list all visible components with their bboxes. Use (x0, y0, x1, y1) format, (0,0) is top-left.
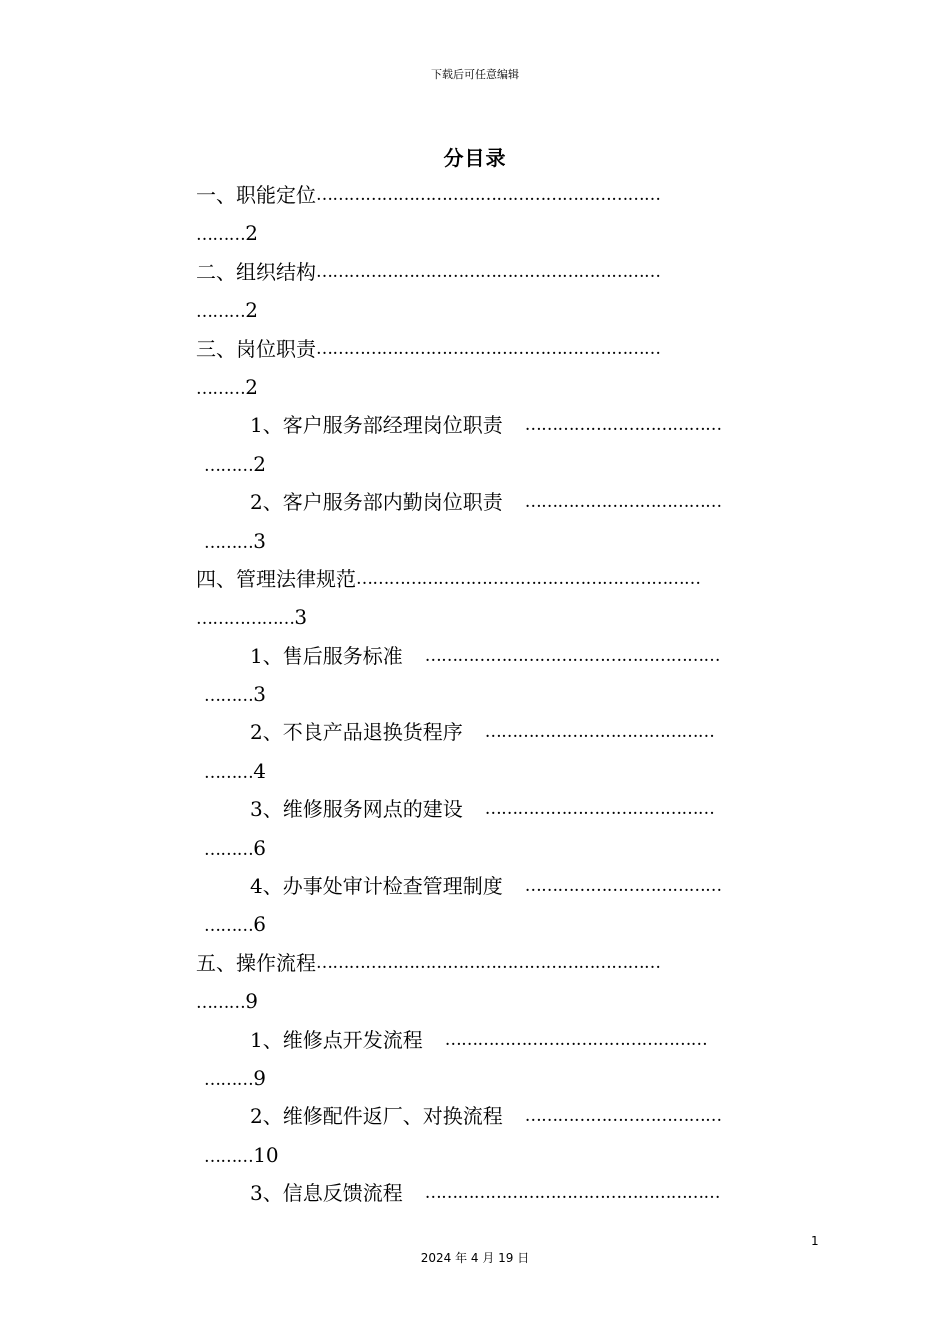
toc-entry-label: 1、维修点开发流程 (250, 1027, 423, 1052)
toc-leader-dots: ……… (196, 302, 246, 323)
toc-entry-line (196, 944, 816, 982)
toc-entry[interactable] (196, 176, 816, 253)
toc-leader-dots: ……………… (196, 609, 295, 630)
toc-entry-line (196, 1021, 816, 1059)
toc-leader-dots: ……… (196, 378, 246, 399)
toc-leader-dots: ……………………………………………………… (316, 185, 661, 205)
toc-leader-dots: ……………………………………………………… (316, 952, 661, 973)
toc-entry-continuation (196, 829, 816, 867)
toc-entry[interactable] (196, 713, 816, 790)
toc-entry[interactable] (196, 1174, 816, 1212)
toc-leader-dots: ……………………………………………………… (316, 338, 661, 359)
toc-entry-continuation (196, 598, 816, 636)
table-of-contents (196, 176, 816, 1213)
page-number: 1 (811, 1234, 819, 1248)
toc-entry-line (196, 483, 816, 521)
toc-leader-dots: …………………………………… (484, 722, 715, 743)
toc-entry[interactable] (196, 790, 816, 867)
toc-entry[interactable] (196, 867, 816, 944)
toc-leader-dots: …………………………………… (484, 799, 715, 820)
toc-entry[interactable] (196, 944, 816, 1021)
toc-entry-label: 3、信息反馈流程 (250, 1181, 403, 1206)
toc-entry[interactable] (196, 253, 816, 330)
toc-entry-line (196, 867, 816, 905)
toc-leader-dots: ……… (204, 762, 254, 783)
toc-entry[interactable] (196, 330, 816, 407)
toc-page-number: 2 (253, 451, 266, 476)
toc-entry-label: 4、办事处审计检查管理制度 (250, 874, 503, 899)
toc-entry-label: 一、职能定位 (196, 183, 316, 207)
toc-entry-continuation (196, 675, 816, 713)
toc-page-number: 10 (253, 1142, 279, 1167)
toc-entry-line (196, 406, 816, 444)
toc-leader-dots: ……… (204, 839, 254, 860)
toc-page-number: 3 (253, 528, 266, 553)
toc-entry-label: 二、组织结构 (196, 259, 316, 284)
toc-leader-dots: ……… (204, 455, 254, 476)
toc-entry[interactable] (196, 1097, 816, 1174)
toc-entry-continuation (196, 214, 816, 252)
toc-entry-label: 三、岗位职责 (196, 336, 316, 361)
toc-entry-label: 2、不良产品退换货程序 (250, 720, 463, 745)
toc-entry-continuation (196, 445, 816, 483)
toc-page-number: 2 (245, 221, 258, 246)
toc-leader-dots: ……… (204, 916, 254, 937)
toc-entry-line (196, 713, 816, 751)
toc-page-number: 6 (253, 835, 266, 860)
toc-leader-dots: ……………………………………………………… (316, 261, 661, 282)
toc-entry-continuation (196, 522, 816, 560)
toc-entry-label: 2、客户服务部内勤岗位职责 (250, 490, 503, 515)
toc-entry-continuation (196, 752, 816, 790)
toc-leader-dots: ……… (196, 993, 246, 1014)
toc-entry-label: 四、管理法律规范 (196, 566, 356, 591)
toc-title: 分目录 (443, 146, 507, 170)
toc-page-number: 2 (245, 374, 258, 399)
page-footer-date: 2024 年 4 月 19 日 (420, 1251, 530, 1265)
page-header: 下载后可任意编辑 (431, 68, 519, 81)
toc-entry[interactable] (196, 406, 816, 483)
toc-page-number: 6 (253, 912, 266, 937)
toc-entry[interactable] (196, 483, 816, 560)
toc-entry-continuation (196, 905, 816, 943)
toc-entry-label: 1、客户服务部经理岗位职责 (250, 413, 503, 438)
toc-page-number: 4 (253, 758, 266, 783)
toc-leader-dots: ……………………………………………… (424, 1183, 720, 1204)
toc-leader-dots: ……………………………… (524, 415, 722, 436)
toc-entry-label: 3、维修服务网点的建设 (250, 797, 463, 822)
toc-leader-dots: ……… (204, 532, 254, 553)
toc-leader-dots: ……… (196, 225, 246, 246)
toc-entry-continuation (196, 368, 816, 406)
toc-entry[interactable] (196, 637, 816, 714)
toc-entry-continuation (196, 1136, 816, 1174)
toc-entry-label: 1、售后服务标准 (250, 643, 403, 668)
toc-page-number: 9 (253, 1065, 266, 1090)
toc-entry-line (196, 637, 816, 675)
toc-entry[interactable] (196, 560, 816, 637)
toc-leader-dots: ………………………………………… (444, 1029, 708, 1050)
toc-page-number: 9 (245, 989, 258, 1014)
toc-leader-dots: ……………………………… (524, 876, 722, 897)
toc-leader-dots: ……………………………… (524, 492, 722, 513)
toc-entry-continuation (196, 1059, 816, 1097)
toc-entry-line (196, 253, 816, 291)
toc-page-number: 3 (294, 605, 308, 630)
toc-leader-dots: ……… (204, 1069, 254, 1090)
toc-entry-label: 2、维修配件返厂、对换流程 (250, 1104, 503, 1129)
toc-leader-dots: ……… (204, 1146, 254, 1167)
toc-leader-dots: ……………………………………………… (424, 645, 720, 666)
toc-entry-line (196, 790, 816, 828)
toc-leader-dots: ……………………………… (524, 1106, 722, 1127)
toc-leader-dots: ……… (204, 686, 254, 707)
toc-leader-dots: ……………………………………………………… (356, 568, 701, 589)
toc-entry-line (196, 1097, 816, 1135)
toc-entry-label: 五、操作流程 (196, 950, 316, 975)
toc-entry-line (196, 1174, 816, 1212)
toc-page-number: 2 (245, 298, 258, 323)
toc-entry-continuation (196, 982, 816, 1020)
toc-entry-line (196, 176, 816, 214)
toc-entry-continuation (196, 291, 816, 329)
toc-entry-line (196, 330, 816, 368)
toc-page-number: 3 (253, 682, 266, 707)
toc-entry[interactable] (196, 1021, 816, 1098)
toc-entry-line (196, 560, 816, 598)
